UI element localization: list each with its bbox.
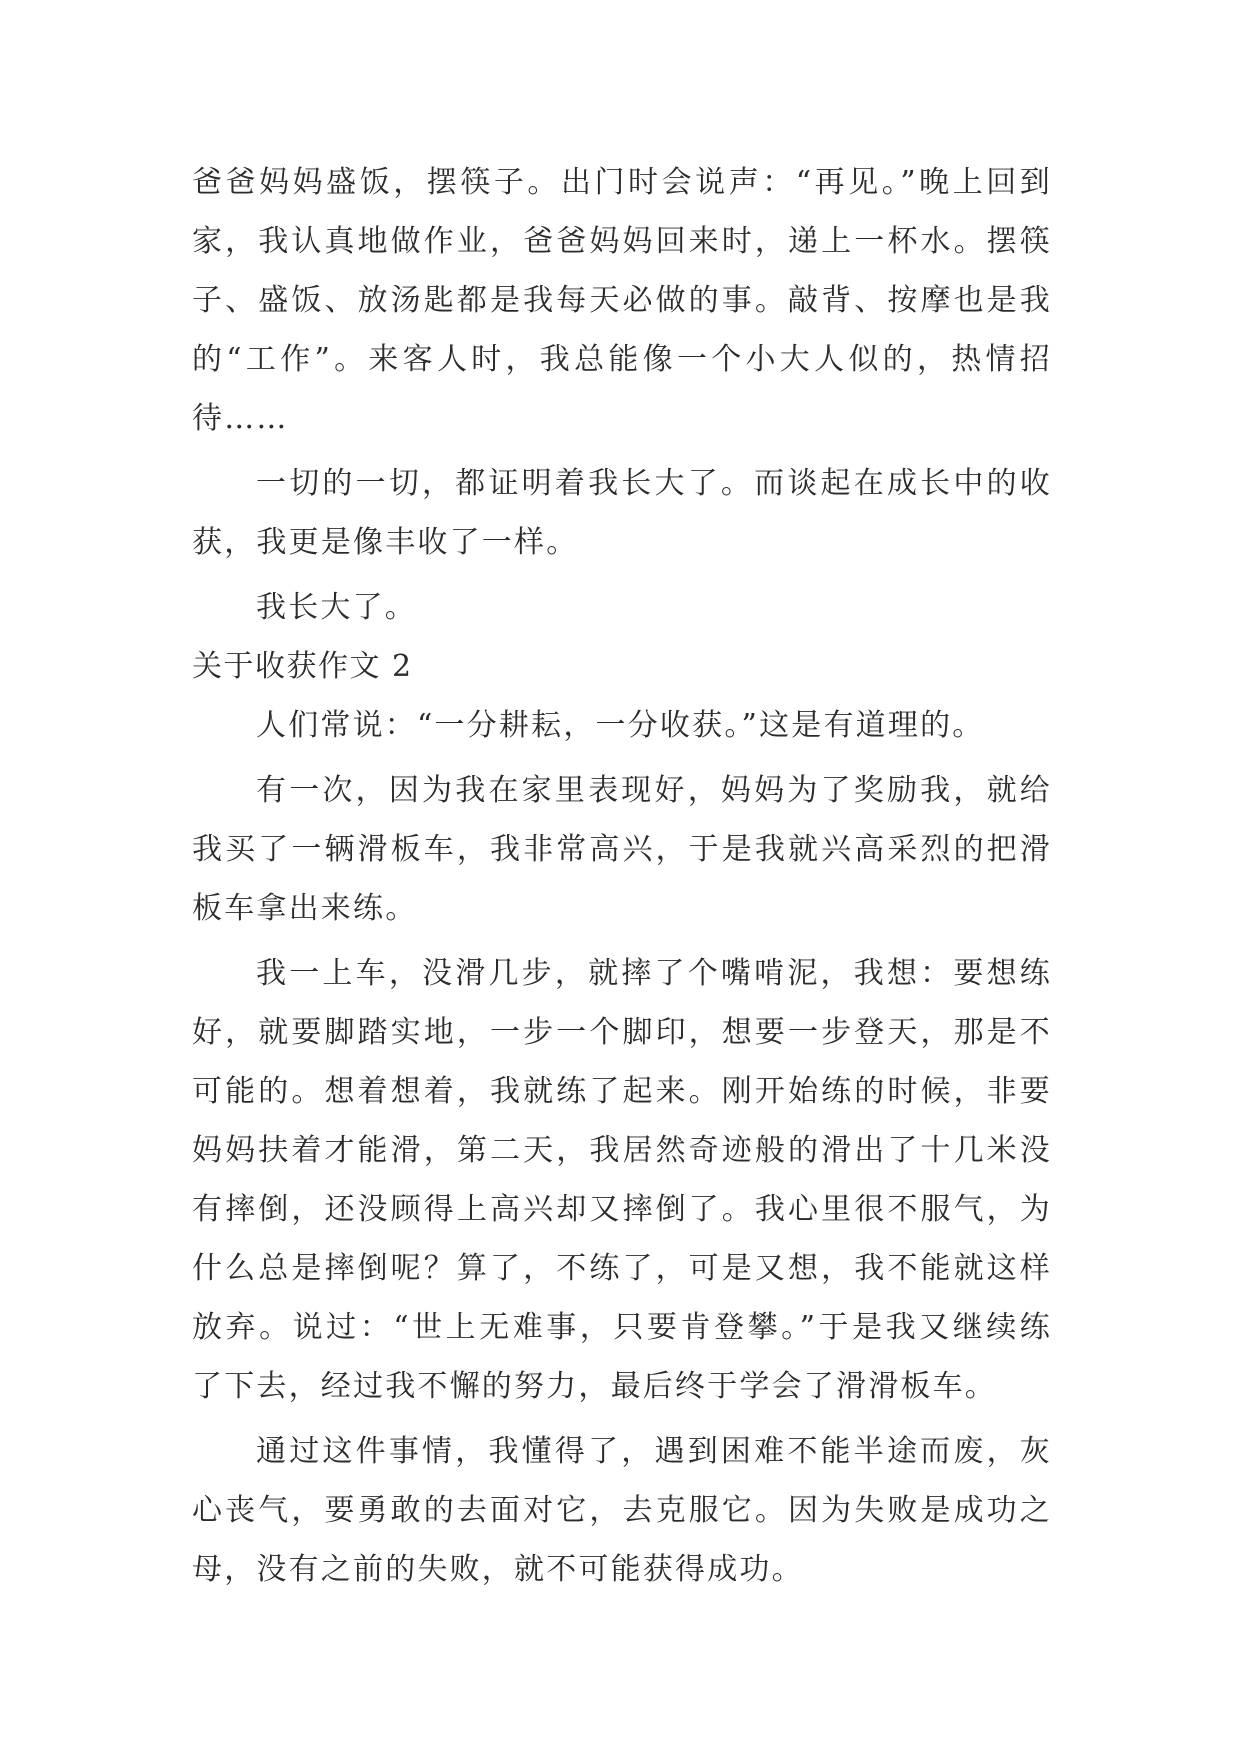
text-line: 心丧气，要勇敢的去面对它，去克服它。因为失败是成功之 bbox=[192, 1493, 1052, 1528]
text-line: 好，就要脚踏实地，一步一个脚印，想要一步登天，那是不 bbox=[192, 1015, 1052, 1050]
text-line: 板车拿出来练。 bbox=[192, 891, 418, 926]
text-line: 有摔倒，还没顾得上高兴却又摔倒了。我心里很不服气，为 bbox=[192, 1192, 1052, 1227]
section-title: 关于收获作文 2 bbox=[192, 649, 413, 684]
text-line: 了下去，经过我不懈的努力，最后终于学会了滑滑板车。 bbox=[192, 1369, 997, 1404]
text-line: 我买了一辆滑板车，我非常高兴，于是我就兴高采烈的把滑 bbox=[192, 832, 1052, 867]
text-line: 家，我认真地做作业，爸爸妈妈回来时，递上一杯水。摆筷 bbox=[192, 224, 1052, 259]
text-line: 放弃。说过：“世上无难事，只要肯登攀。”于是我又继续练 bbox=[192, 1310, 1052, 1345]
text-line: 待…… bbox=[192, 401, 289, 436]
paragraph-first-line: 我长大了。 bbox=[256, 590, 417, 625]
paragraph-first-line: 通过这件事情，我懂得了，遇到困难不能半途而废，灰 bbox=[256, 1434, 1052, 1469]
paragraph-first-line: 我一上车，没滑几步，就摔了个嘴啃泥，我想：要想练 bbox=[256, 956, 1052, 991]
paragraph-first-line: 有一次，因为我在家里表现好，妈妈为了奖励我，就给 bbox=[256, 773, 1052, 808]
text-line: 母，没有之前的失败，就不可能获得成功。 bbox=[192, 1552, 804, 1587]
text-line: 妈妈扶着才能滑，第二天，我居然奇迹般的滑出了十几米没 bbox=[192, 1133, 1052, 1168]
paragraph-first-line: 人们常说：“一分耕耘，一分收获。”这是有道理的。 bbox=[256, 708, 985, 743]
text-line: 什么总是摔倒呢？算了，不练了，可是又想，我不能就这样 bbox=[192, 1251, 1052, 1286]
text-line: 爸爸妈妈盛饭，摆筷子。出门时会说声：“再见。”晚上回到 bbox=[192, 165, 1052, 200]
text-line: 子、盛饭、放汤匙都是我每天必做的事。敲背、按摩也是我 bbox=[192, 283, 1052, 318]
text-line: 获，我更是像丰收了一样。 bbox=[192, 525, 579, 560]
text-line: 的“工作”。来客人时，我总能像一个小大人似的，热情招 bbox=[192, 342, 1052, 377]
paragraph-first-line: 一切的一切，都证明着我长大了。而谈起在成长中的收 bbox=[256, 466, 1052, 501]
document-body bbox=[192, 153, 1052, 1599]
text-line: 可能的。想着想着，我就练了起来。刚开始练的时候，非要 bbox=[192, 1074, 1052, 1109]
